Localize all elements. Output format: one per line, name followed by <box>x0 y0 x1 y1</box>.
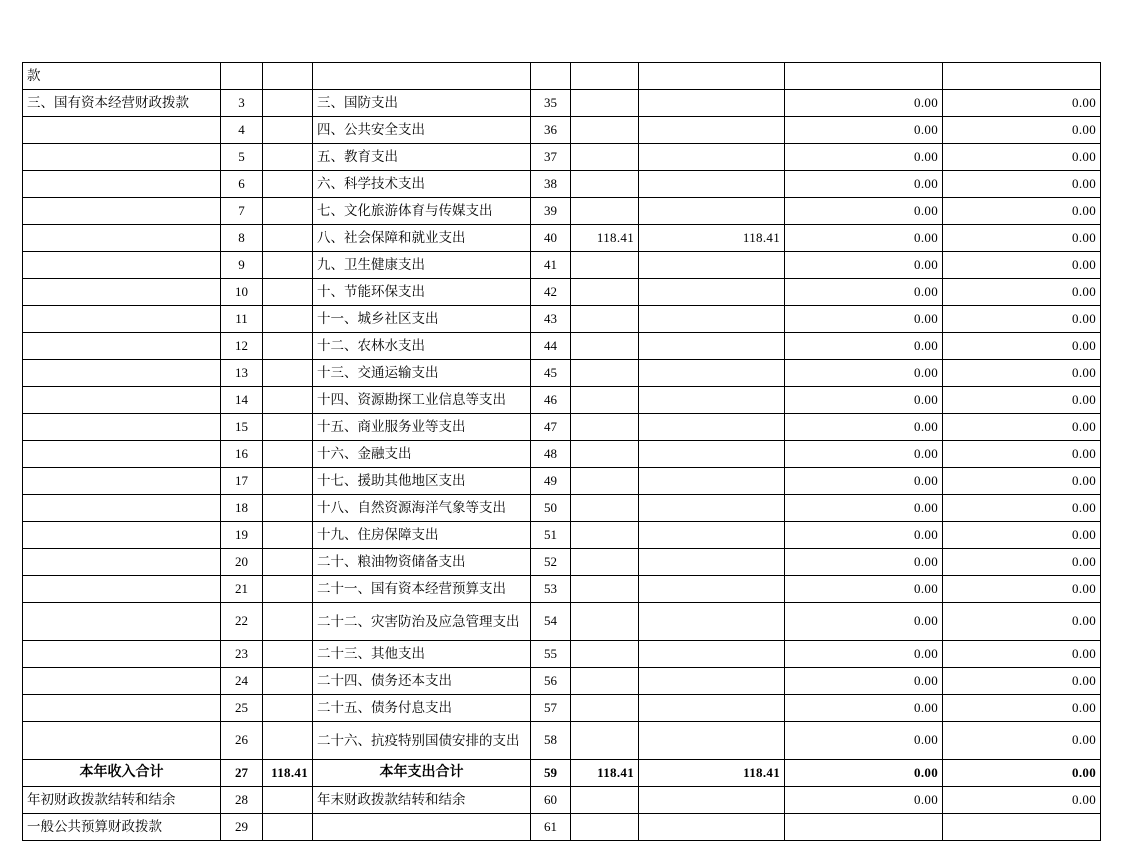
income-line-no: 29 <box>221 814 263 841</box>
income-item-name: 年初财政拨款结转和结余 <box>23 787 221 814</box>
table-row <box>23 387 1101 414</box>
expense-amount-2 <box>639 90 785 117</box>
expense-item-name: 年末财政拨款结转和结余 <box>313 787 531 814</box>
expense-amount-1 <box>571 90 639 117</box>
expense-amount-4: 0.00 <box>943 760 1101 787</box>
expense-item-name: 三、国防支出 <box>313 90 531 117</box>
expense-line-no: 61 <box>531 814 571 841</box>
income-amount <box>263 468 313 495</box>
expense-amount-4: 0.00 <box>943 522 1101 549</box>
expense-amount-4: 0.00 <box>943 144 1101 171</box>
income-line-no: 7 <box>221 198 263 225</box>
expense-amount-1 <box>571 576 639 603</box>
income-line-no: 16 <box>221 441 263 468</box>
table-row-total <box>23 760 1101 787</box>
budget-table <box>22 62 1101 841</box>
expense-item-name: 十九、住房保障支出 <box>313 522 531 549</box>
income-amount <box>263 668 313 695</box>
income-amount <box>263 63 313 90</box>
expense-line-no <box>531 63 571 90</box>
expense-amount-1 <box>571 252 639 279</box>
expense-amount-4: 0.00 <box>943 333 1101 360</box>
income-line-no: 17 <box>221 468 263 495</box>
income-line-no: 14 <box>221 387 263 414</box>
table-row <box>23 333 1101 360</box>
expense-amount-4: 0.00 <box>943 360 1101 387</box>
expense-amount-3: 0.00 <box>785 117 943 144</box>
expense-amount-4: 0.00 <box>943 576 1101 603</box>
expense-amount-1 <box>571 603 639 641</box>
income-amount <box>263 441 313 468</box>
expense-amount-2 <box>639 171 785 198</box>
expense-amount-3: 0.00 <box>785 441 943 468</box>
income-amount <box>263 603 313 641</box>
expense-amount-2 <box>639 144 785 171</box>
expense-amount-3: 0.00 <box>785 252 943 279</box>
expense-amount-3: 0.00 <box>785 333 943 360</box>
expense-amount-1 <box>571 171 639 198</box>
expense-amount-2 <box>639 522 785 549</box>
expense-amount-4 <box>943 814 1101 841</box>
table-row <box>23 814 1101 841</box>
table-row <box>23 641 1101 668</box>
expense-amount-3: 0.00 <box>785 414 943 441</box>
table-row <box>23 495 1101 522</box>
expense-line-no: 46 <box>531 387 571 414</box>
income-line-no: 6 <box>221 171 263 198</box>
expense-amount-1 <box>571 198 639 225</box>
income-line-no: 9 <box>221 252 263 279</box>
expense-amount-3 <box>785 814 943 841</box>
expense-item-name: 二十四、债务还本支出 <box>313 668 531 695</box>
income-line-no: 26 <box>221 722 263 760</box>
expense-amount-2 <box>639 814 785 841</box>
expense-amount-1: 118.41 <box>571 225 639 252</box>
income-item-name <box>23 495 221 522</box>
income-amount <box>263 722 313 760</box>
expense-amount-2 <box>639 414 785 441</box>
expense-amount-4: 0.00 <box>943 603 1101 641</box>
expense-amount-3: 0.00 <box>785 760 943 787</box>
expense-amount-1 <box>571 63 639 90</box>
income-amount <box>263 522 313 549</box>
expense-line-no: 49 <box>531 468 571 495</box>
expense-item-name: 十六、金融支出 <box>313 441 531 468</box>
table-row <box>23 252 1101 279</box>
expense-amount-3: 0.00 <box>785 522 943 549</box>
expense-amount-3: 0.00 <box>785 171 943 198</box>
income-amount <box>263 414 313 441</box>
table-row <box>23 549 1101 576</box>
expense-amount-4: 0.00 <box>943 252 1101 279</box>
income-line-no: 21 <box>221 576 263 603</box>
expense-amount-2 <box>639 117 785 144</box>
expense-amount-3: 0.00 <box>785 279 943 306</box>
table-row <box>23 576 1101 603</box>
expense-line-no: 37 <box>531 144 571 171</box>
income-amount <box>263 90 313 117</box>
income-line-no: 10 <box>221 279 263 306</box>
expense-line-no: 52 <box>531 549 571 576</box>
expense-item-name: 四、公共安全支出 <box>313 117 531 144</box>
expense-item-name: 十三、交通运输支出 <box>313 360 531 387</box>
income-amount <box>263 306 313 333</box>
expense-amount-2 <box>639 495 785 522</box>
expense-item-name: 十五、商业服务业等支出 <box>313 414 531 441</box>
expense-line-no: 60 <box>531 787 571 814</box>
expense-item-name <box>313 814 531 841</box>
income-item-name <box>23 576 221 603</box>
expense-amount-1 <box>571 117 639 144</box>
income-line-no: 8 <box>221 225 263 252</box>
expense-amount-3: 0.00 <box>785 495 943 522</box>
income-item-name <box>23 225 221 252</box>
income-item-name <box>23 198 221 225</box>
expense-amount-2 <box>639 198 785 225</box>
expense-amount-2 <box>639 668 785 695</box>
income-item-name <box>23 722 221 760</box>
income-amount <box>263 695 313 722</box>
expense-amount-1 <box>571 495 639 522</box>
expense-amount-3: 0.00 <box>785 603 943 641</box>
expense-amount-3: 0.00 <box>785 576 943 603</box>
income-line-no: 27 <box>221 760 263 787</box>
table-row <box>23 441 1101 468</box>
expense-amount-1 <box>571 279 639 306</box>
income-item-name <box>23 468 221 495</box>
expense-item-name: 十一、城乡社区支出 <box>313 306 531 333</box>
table-row <box>23 468 1101 495</box>
expense-amount-4: 0.00 <box>943 414 1101 441</box>
income-amount <box>263 279 313 306</box>
expense-amount-2: 118.41 <box>639 760 785 787</box>
expense-amount-2 <box>639 333 785 360</box>
expense-line-no: 45 <box>531 360 571 387</box>
income-line-no: 19 <box>221 522 263 549</box>
income-item-name: 一般公共预算财政拨款 <box>23 814 221 841</box>
table-row <box>23 306 1101 333</box>
expense-amount-3: 0.00 <box>785 787 943 814</box>
expense-item-name: 二十二、灾害防治及应急管理支出 <box>313 603 531 641</box>
table-row <box>23 198 1101 225</box>
expense-item-name: 十、节能环保支出 <box>313 279 531 306</box>
expense-item-name: 十八、自然资源海洋气象等支出 <box>313 495 531 522</box>
expense-item-name: 二十六、抗疫特别国债安排的支出 <box>313 722 531 760</box>
income-amount <box>263 333 313 360</box>
expense-line-no: 39 <box>531 198 571 225</box>
expense-amount-4: 0.00 <box>943 171 1101 198</box>
expense-amount-1 <box>571 387 639 414</box>
income-line-no: 15 <box>221 414 263 441</box>
table-row <box>23 144 1101 171</box>
expense-line-no: 54 <box>531 603 571 641</box>
expense-amount-3: 0.00 <box>785 90 943 117</box>
income-amount <box>263 171 313 198</box>
income-amount <box>263 814 313 841</box>
table-row <box>23 360 1101 387</box>
expense-amount-4 <box>943 63 1101 90</box>
income-item-name <box>23 414 221 441</box>
income-item-name <box>23 695 221 722</box>
expense-line-no: 42 <box>531 279 571 306</box>
expense-amount-2 <box>639 695 785 722</box>
income-total-label: 本年收入合计 <box>23 760 221 787</box>
income-item-name <box>23 252 221 279</box>
expense-amount-3: 0.00 <box>785 360 943 387</box>
table-row <box>23 414 1101 441</box>
expense-item-name: 七、文化旅游体育与传媒支出 <box>313 198 531 225</box>
income-item-name <box>23 387 221 414</box>
expense-line-no: 43 <box>531 306 571 333</box>
expense-amount-2 <box>639 468 785 495</box>
income-item-name <box>23 117 221 144</box>
income-item-name <box>23 279 221 306</box>
expense-amount-2 <box>639 722 785 760</box>
expense-amount-3: 0.00 <box>785 722 943 760</box>
expense-amount-4: 0.00 <box>943 695 1101 722</box>
table-row <box>23 603 1101 641</box>
expense-line-no: 48 <box>531 441 571 468</box>
expense-amount-3: 0.00 <box>785 387 943 414</box>
expense-amount-2 <box>639 441 785 468</box>
expense-amount-3 <box>785 63 943 90</box>
expense-line-no: 47 <box>531 414 571 441</box>
expense-line-no: 38 <box>531 171 571 198</box>
expense-amount-4: 0.00 <box>943 549 1101 576</box>
income-amount <box>263 144 313 171</box>
income-amount <box>263 641 313 668</box>
income-amount <box>263 576 313 603</box>
income-line-no: 3 <box>221 90 263 117</box>
income-line-no: 12 <box>221 333 263 360</box>
income-item-name <box>23 522 221 549</box>
income-amount <box>263 117 313 144</box>
expense-amount-4: 0.00 <box>943 641 1101 668</box>
income-item-name <box>23 641 221 668</box>
expense-line-no: 53 <box>531 576 571 603</box>
table-row <box>23 695 1101 722</box>
expense-amount-4: 0.00 <box>943 225 1101 252</box>
income-line-no: 11 <box>221 306 263 333</box>
table-row <box>23 63 1101 90</box>
expense-item-name <box>313 63 531 90</box>
expense-line-no: 59 <box>531 760 571 787</box>
expense-item-name: 五、教育支出 <box>313 144 531 171</box>
expense-amount-1 <box>571 333 639 360</box>
expense-amount-4: 0.00 <box>943 495 1101 522</box>
table-row <box>23 279 1101 306</box>
expense-item-name: 二十五、债务付息支出 <box>313 695 531 722</box>
income-line-no: 5 <box>221 144 263 171</box>
expense-total-label: 本年支出合计 <box>313 760 531 787</box>
expense-amount-1 <box>571 414 639 441</box>
expense-line-no: 50 <box>531 495 571 522</box>
expense-amount-1 <box>571 522 639 549</box>
expense-line-no: 36 <box>531 117 571 144</box>
expense-amount-4: 0.00 <box>943 468 1101 495</box>
expense-amount-2 <box>639 576 785 603</box>
expense-amount-3: 0.00 <box>785 695 943 722</box>
expense-amount-1 <box>571 468 639 495</box>
expense-amount-3: 0.00 <box>785 144 943 171</box>
expense-amount-2 <box>639 641 785 668</box>
expense-item-name: 十二、农林水支出 <box>313 333 531 360</box>
income-item-name <box>23 441 221 468</box>
expense-amount-3: 0.00 <box>785 225 943 252</box>
income-line-no: 23 <box>221 641 263 668</box>
income-amount <box>263 198 313 225</box>
expense-item-name: 二十一、国有资本经营预算支出 <box>313 576 531 603</box>
expense-amount-4: 0.00 <box>943 387 1101 414</box>
expense-line-no: 51 <box>531 522 571 549</box>
table-row <box>23 668 1101 695</box>
expense-amount-2 <box>639 279 785 306</box>
expense-amount-1 <box>571 641 639 668</box>
expense-amount-3: 0.00 <box>785 641 943 668</box>
expense-line-no: 56 <box>531 668 571 695</box>
expense-line-no: 44 <box>531 333 571 360</box>
expense-amount-1 <box>571 695 639 722</box>
expense-item-name: 十七、援助其他地区支出 <box>313 468 531 495</box>
expense-amount-1 <box>571 814 639 841</box>
expense-amount-1 <box>571 306 639 333</box>
expense-line-no: 40 <box>531 225 571 252</box>
expense-amount-2 <box>639 306 785 333</box>
expense-amount-4: 0.00 <box>943 441 1101 468</box>
income-line-no: 22 <box>221 603 263 641</box>
budget-table-body <box>23 63 1101 841</box>
income-line-no: 24 <box>221 668 263 695</box>
expense-item-name: 二十三、其他支出 <box>313 641 531 668</box>
table-row <box>23 225 1101 252</box>
expense-line-no: 57 <box>531 695 571 722</box>
expense-amount-4: 0.00 <box>943 198 1101 225</box>
income-item-name: 款 <box>23 63 221 90</box>
expense-amount-2 <box>639 603 785 641</box>
expense-amount-1 <box>571 787 639 814</box>
expense-amount-2 <box>639 787 785 814</box>
expense-amount-2 <box>639 549 785 576</box>
expense-amount-4: 0.00 <box>943 722 1101 760</box>
income-amount <box>263 787 313 814</box>
expense-amount-2 <box>639 63 785 90</box>
expense-amount-1 <box>571 722 639 760</box>
income-item-name <box>23 360 221 387</box>
expense-amount-2 <box>639 252 785 279</box>
income-amount <box>263 360 313 387</box>
income-item-name: 三、国有资本经营财政拨款 <box>23 90 221 117</box>
income-line-no: 13 <box>221 360 263 387</box>
expense-amount-1 <box>571 549 639 576</box>
expense-line-no: 55 <box>531 641 571 668</box>
expense-line-no: 35 <box>531 90 571 117</box>
income-line-no <box>221 63 263 90</box>
income-line-no: 18 <box>221 495 263 522</box>
expense-item-name: 九、卫生健康支出 <box>313 252 531 279</box>
expense-amount-3: 0.00 <box>785 468 943 495</box>
expense-amount-4: 0.00 <box>943 306 1101 333</box>
expense-amount-2: 118.41 <box>639 225 785 252</box>
income-amount <box>263 549 313 576</box>
income-item-name <box>23 144 221 171</box>
income-amount <box>263 387 313 414</box>
expense-amount-3: 0.00 <box>785 668 943 695</box>
income-line-no: 28 <box>221 787 263 814</box>
table-row <box>23 522 1101 549</box>
table-row <box>23 117 1101 144</box>
expense-line-no: 58 <box>531 722 571 760</box>
expense-amount-1 <box>571 360 639 387</box>
table-row <box>23 787 1101 814</box>
expense-amount-4: 0.00 <box>943 117 1101 144</box>
expense-amount-1 <box>571 668 639 695</box>
income-item-name <box>23 333 221 360</box>
income-item-name <box>23 171 221 198</box>
expense-line-no: 41 <box>531 252 571 279</box>
expense-amount-3: 0.00 <box>785 198 943 225</box>
income-item-name <box>23 306 221 333</box>
income-line-no: 25 <box>221 695 263 722</box>
expense-amount-4: 0.00 <box>943 90 1101 117</box>
expense-amount-3: 0.00 <box>785 549 943 576</box>
expense-amount-1: 118.41 <box>571 760 639 787</box>
table-row <box>23 90 1101 117</box>
expense-item-name: 八、社会保障和就业支出 <box>313 225 531 252</box>
expense-amount-3: 0.00 <box>785 306 943 333</box>
table-row <box>23 722 1101 760</box>
expense-amount-2 <box>639 360 785 387</box>
income-item-name <box>23 549 221 576</box>
expense-amount-1 <box>571 441 639 468</box>
income-line-no: 20 <box>221 549 263 576</box>
expense-amount-4: 0.00 <box>943 279 1101 306</box>
expense-amount-4: 0.00 <box>943 668 1101 695</box>
expense-amount-4: 0.00 <box>943 787 1101 814</box>
income-line-no: 4 <box>221 117 263 144</box>
income-amount <box>263 495 313 522</box>
income-amount <box>263 225 313 252</box>
expense-item-name: 十四、资源勘探工业信息等支出 <box>313 387 531 414</box>
expense-amount-1 <box>571 144 639 171</box>
expense-item-name: 二十、粮油物资储备支出 <box>313 549 531 576</box>
income-item-name <box>23 603 221 641</box>
expense-item-name: 六、科学技术支出 <box>313 171 531 198</box>
income-item-name <box>23 668 221 695</box>
income-amount <box>263 252 313 279</box>
income-total-amount: 118.41 <box>263 760 313 787</box>
expense-amount-2 <box>639 387 785 414</box>
table-row <box>23 171 1101 198</box>
